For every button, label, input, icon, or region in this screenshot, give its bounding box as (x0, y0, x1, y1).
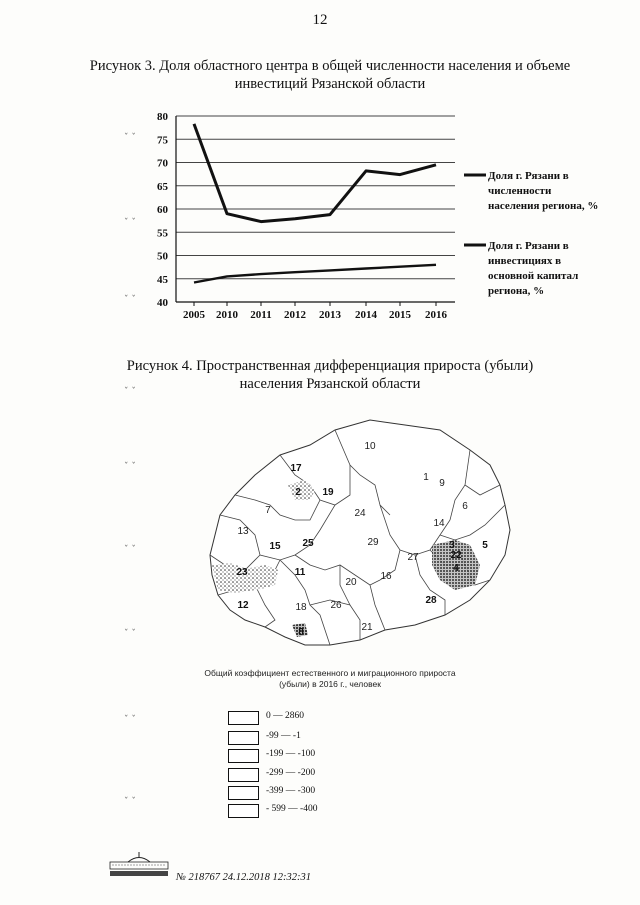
legend-label-1: численности (488, 185, 552, 197)
district-number-label: 5 (482, 540, 488, 551)
y-tick-labels (157, 111, 169, 309)
margin-mark: ˇ ˇ (124, 387, 136, 397)
scale-label: -299 — -200 (266, 768, 316, 778)
scale-swatch (228, 804, 259, 818)
margin-mark: ˇ ˇ (124, 629, 136, 639)
figure-3-title (60, 57, 600, 93)
district-number-label: 22 (450, 550, 462, 561)
scale-swatch (228, 731, 259, 745)
x-tick-label: 2013 (319, 309, 341, 321)
figure-3-title-line-1: Рисунок 3. Доля областного центра в общей численности населения и объеме (89, 58, 571, 74)
district-number-label: 29 (367, 537, 379, 548)
scale-label: -399 — -300 (266, 786, 316, 796)
figure-4-title-line-2: населения Рязанской области (239, 376, 421, 392)
line-chart (0, 100, 640, 330)
margin-mark: ˇ ˇ (124, 545, 136, 555)
legend-label-2: основной капитал (488, 270, 579, 282)
district-number-label: 15 (269, 541, 281, 552)
district-number-label: 7 (265, 505, 271, 516)
x-tick-label: 2010 (216, 309, 238, 321)
scale-swatch (228, 711, 259, 725)
district-number-label: 27 (407, 552, 419, 563)
y-tick-label: 40 (157, 297, 168, 309)
district-number-label: 1 (423, 472, 429, 483)
district-number-label: 19 (322, 487, 334, 498)
district-number-label: 23 (236, 567, 248, 578)
y-tick-label: 55 (157, 227, 168, 240)
x-tick-label: 2014 (355, 309, 377, 321)
y-tick-label: 65 (157, 180, 168, 193)
chart-gridlines (176, 116, 455, 302)
district-number-label: 16 (380, 571, 392, 582)
x-tick-label: 2015 (389, 309, 411, 321)
legend-label-2: инвестициях в (488, 255, 562, 267)
district-number-label: 9 (439, 478, 445, 489)
figure-3-title-line-2: инвестиций Рязанской области (234, 76, 426, 92)
district-number-label: 28 (425, 595, 437, 606)
margin-mark: ˇ ˇ (124, 133, 136, 143)
chart-legend (464, 170, 598, 297)
figure-4-title-line-1: Рисунок 4. Пространственная дифференциация прироста (убыли) (126, 358, 534, 374)
scale-label: 0 — 2860 (266, 711, 304, 721)
district-number-label: 3 (449, 540, 455, 551)
y-tick-label: 80 (157, 111, 168, 123)
scale-swatch (228, 786, 259, 800)
y-tick-label: 50 (157, 250, 168, 263)
map-caption-line-2: (убыли) в 2016 г., человек (279, 679, 381, 689)
district-number-label: 24 (354, 508, 366, 519)
scale-swatch (228, 749, 259, 763)
district-number-label: 2 (295, 487, 301, 498)
district-number-label: 17 (290, 463, 302, 474)
district-number-label: 6 (462, 501, 468, 512)
x-tick-label: 2005 (183, 309, 205, 321)
district-number-label: 18 (295, 602, 307, 613)
x-tick-label: 2016 (425, 309, 447, 321)
scale-swatch (228, 768, 259, 782)
margin-mark: ˇ ˇ (124, 715, 136, 725)
margin-mark: ˇ ˇ (124, 797, 136, 807)
legend-label-1: Доля г. Рязани в (488, 170, 569, 182)
scale-label: -99 — -1 (266, 731, 301, 741)
legend-label-2: региона, % (488, 285, 545, 297)
document-stamp: № 218767 24.12.2018 12:32:31 (176, 872, 312, 883)
district-number-label: 8 (298, 627, 304, 638)
map-caption-line-1: Общий коэффициент естественного и миграционного прироста (204, 668, 456, 678)
y-tick-label: 60 (157, 204, 168, 216)
page-number: 12 (312, 12, 328, 28)
margin-mark: ˇ ˇ (124, 218, 136, 228)
district-number-label: 26 (330, 600, 342, 611)
scale-label: - 599 — -400 (266, 804, 318, 814)
margin-mark: ˇ ˇ (124, 462, 136, 472)
district-number-label: 14 (433, 518, 445, 529)
district-number-label: 13 (237, 526, 249, 537)
series-line-2 (194, 265, 436, 283)
y-tick-label: 70 (157, 157, 168, 170)
scale-label: -199 — -100 (266, 749, 316, 759)
x-tick-label: 2011 (250, 309, 272, 321)
map-caption (200, 668, 460, 690)
region-outline (210, 420, 510, 645)
y-tick-label: 45 (157, 273, 168, 286)
district-number-label: 20 (345, 577, 357, 588)
margin-mark: ˇ ˇ (124, 295, 136, 305)
legend-label-2: Доля г. Рязани в (488, 240, 569, 252)
district-number-label: 25 (302, 538, 314, 549)
region-map (200, 405, 530, 655)
district-number-label: 21 (361, 622, 373, 633)
district-number-label: 4 (453, 563, 459, 574)
x-tick-label: 2012 (284, 309, 306, 321)
legend-label-1: населения региона, % (488, 200, 599, 212)
chart-series (194, 124, 436, 283)
district-number-label: 10 (364, 441, 376, 452)
document-logo-icon (108, 850, 170, 878)
series-line-1 (194, 124, 436, 222)
district-number-label: 11 (294, 567, 306, 578)
figure-4-title (60, 357, 600, 393)
district-number-label: 12 (237, 600, 249, 611)
y-tick-label: 75 (157, 134, 168, 147)
x-tick-labels (183, 309, 448, 321)
